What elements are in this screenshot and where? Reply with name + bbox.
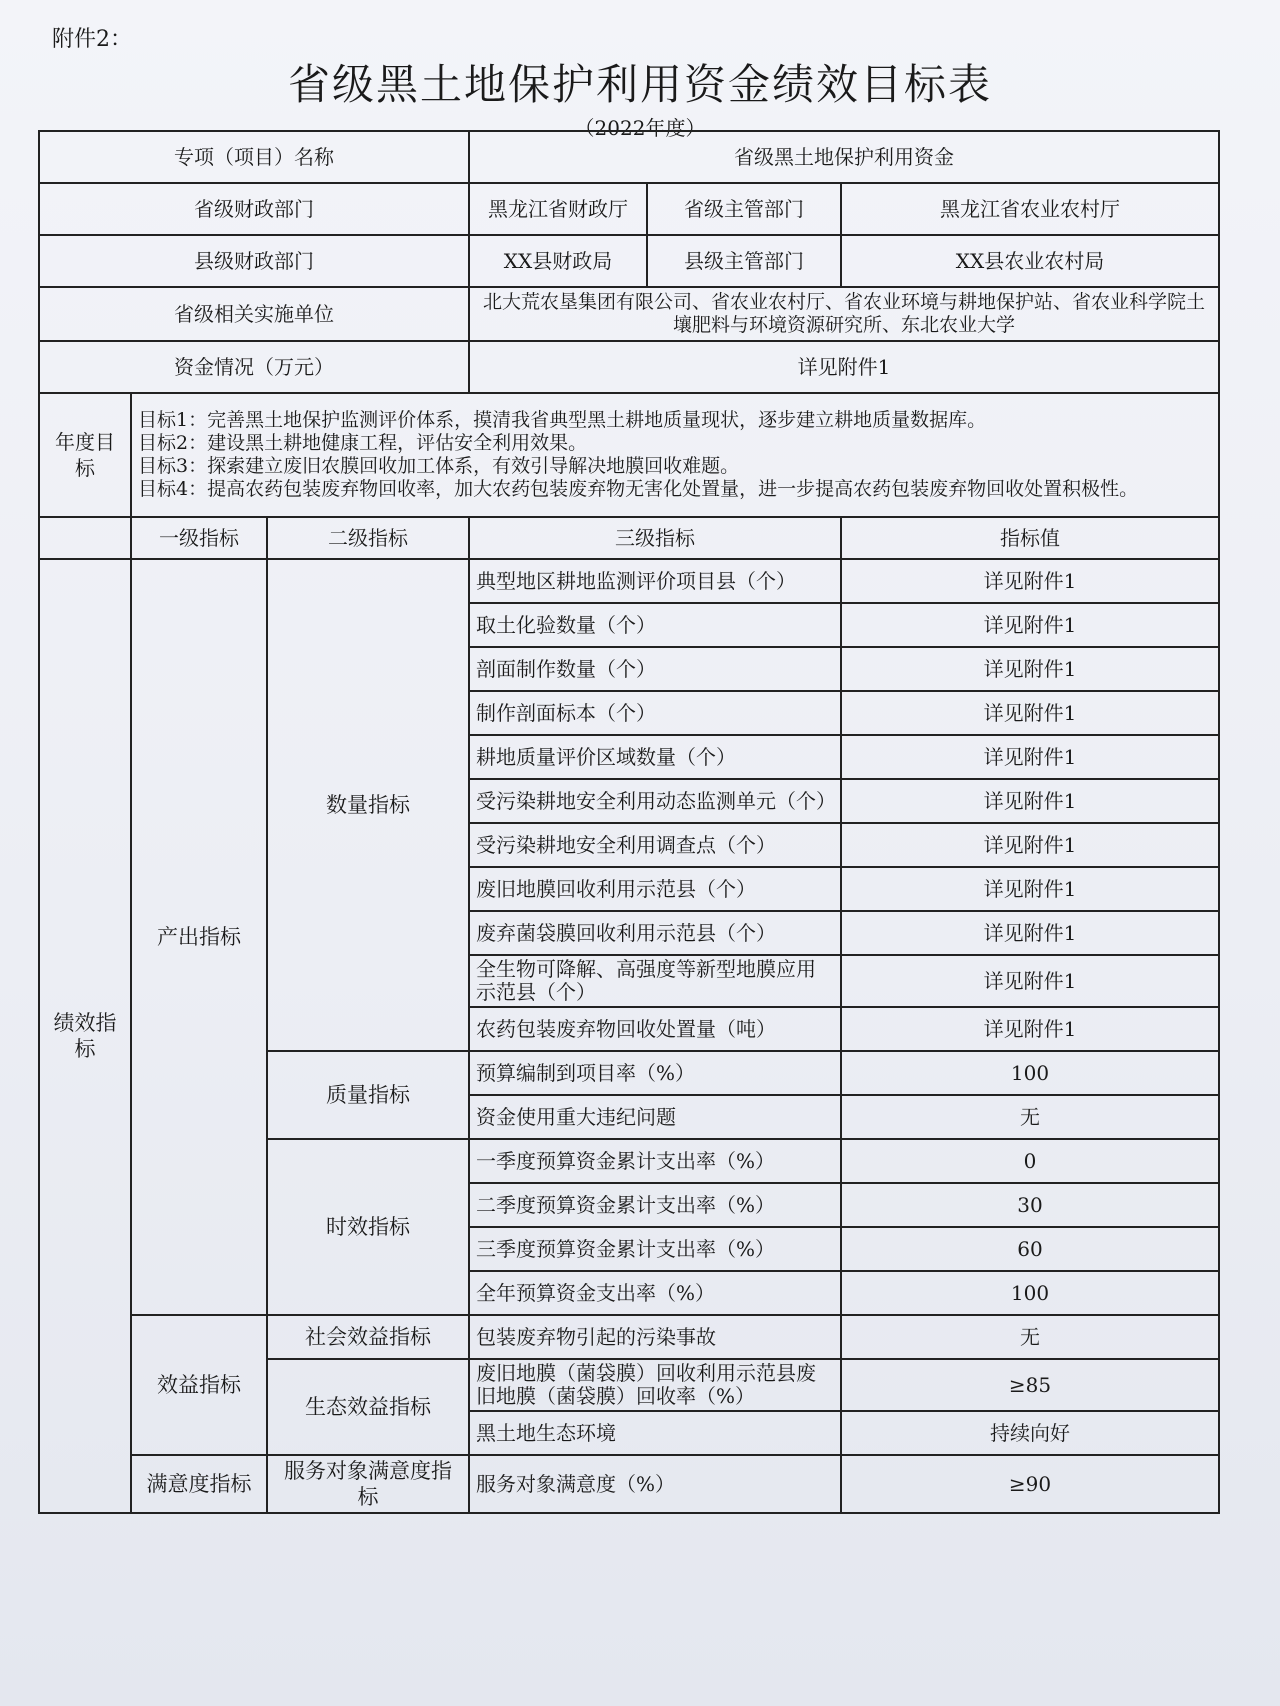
indicator-value: 无 — [841, 1315, 1219, 1359]
level3-indicator-name: 取土化验数量（个） — [469, 603, 841, 647]
level3-indicator-name: 三季度预算资金累计支出率（%） — [469, 1227, 841, 1271]
level3-indicator-name: 一季度预算资金累计支出率（%） — [469, 1139, 841, 1183]
level3-indicator-name: 受污染耕地安全利用动态监测单元（个） — [469, 779, 841, 823]
row-annual-goals — [39, 393, 1219, 517]
prov-dept-value: 黑龙江省农业农村厅 — [841, 183, 1219, 235]
indicator-value: 详见附件1 — [841, 559, 1219, 603]
level3-indicator-name: 包装废弃物引起的污染事故 — [469, 1315, 841, 1359]
social-benefit-label: 社会效益指标 — [267, 1315, 469, 1359]
satisfaction-indicator-label: 满意度指标 — [131, 1455, 267, 1513]
header-level3: 三级指标 — [469, 517, 841, 559]
level3-indicator-name: 预算编制到项目率（%） — [469, 1051, 841, 1095]
indicator-row — [39, 559, 1219, 603]
row-funding — [39, 341, 1219, 393]
indicator-value: 详见附件1 — [841, 691, 1219, 735]
indicator-value: 详见附件1 — [841, 779, 1219, 823]
benefit-indicator-label: 效益指标 — [131, 1315, 267, 1455]
level3-indicator-name: 废旧地膜（菌袋膜）回收利用示范县废旧地膜（菌袋膜）回收率（%） — [469, 1359, 841, 1411]
eco-benefit-label: 生态效益指标 — [267, 1359, 469, 1455]
level3-indicator-name: 剖面制作数量（个） — [469, 647, 841, 691]
service-satisfaction-label: 服务对象满意度指标 — [267, 1455, 469, 1513]
indicator-value: 100 — [841, 1271, 1219, 1315]
level3-indicator-name: 资金使用重大违纪问题 — [469, 1095, 841, 1139]
indicator-value: 无 — [841, 1095, 1219, 1139]
project-name-value: 省级黑土地保护利用资金 — [469, 131, 1219, 183]
indicator-value: 详见附件1 — [841, 647, 1219, 691]
row-implementing-units — [39, 287, 1219, 341]
header-value: 指标值 — [841, 517, 1219, 559]
level3-indicator-name: 全生物可降解、高强度等新型地膜应用示范县（个） — [469, 955, 841, 1007]
indicator-value: 持续向好 — [841, 1411, 1219, 1455]
goal-1: 目标1：完善黑土地保护监测评价体系，摸清我省典型黑土耕地质量现状，逐步建立耕地质量数据库。 — [138, 409, 987, 431]
level3-indicator-name: 废弃菌袋膜回收利用示范县（个） — [469, 911, 841, 955]
row-county — [39, 235, 1219, 287]
county-dept-label: 县级主管部门 — [647, 235, 841, 287]
level3-indicator-name: 服务对象满意度（%） — [469, 1455, 841, 1513]
prov-dept-label: 省级主管部门 — [647, 183, 841, 235]
indicator-value: 60 — [841, 1227, 1219, 1271]
document-year: （2022年度） — [574, 116, 706, 140]
header-blank — [39, 517, 131, 559]
project-name-label: 专项（项目）名称 — [39, 131, 469, 183]
goal-4: 目标4：提高农药包装废弃物回收率，加大农药包装废弃物无害化处置量，进一步提高农药包装废弃物回收处置积极性。 — [138, 478, 1139, 500]
funding-value: 详见附件1 — [469, 341, 1219, 393]
county-dept-value: XX县农业农村局 — [841, 235, 1219, 287]
indicator-value: 详见附件1 — [841, 911, 1219, 955]
level3-indicator-name: 农药包装废弃物回收处置量（吨） — [469, 1007, 841, 1051]
level3-indicator-name: 黑土地生态环境 — [469, 1411, 841, 1455]
goal-2: 目标2：建设黑土耕地健康工程，评估安全利用效果。 — [138, 432, 588, 454]
quality-indicator-label: 质量指标 — [267, 1051, 469, 1139]
timeliness-indicator-label: 时效指标 — [267, 1139, 469, 1315]
level3-indicator-name: 耕地质量评价区域数量（个） — [469, 735, 841, 779]
level3-indicator-name: 二季度预算资金累计支出率（%） — [469, 1183, 841, 1227]
indicator-value: 详见附件1 — [841, 955, 1219, 1007]
attachment-label: 附件2： — [52, 27, 132, 52]
annual-goals-label: 年度目标 — [39, 393, 131, 517]
annual-goals-text — [131, 393, 1219, 517]
row-indicator-header — [39, 517, 1219, 559]
level3-indicator-name: 制作剖面标本（个） — [469, 691, 841, 735]
level3-indicator-name: 典型地区耕地监测评价项目县（个） — [469, 559, 841, 603]
indicator-value: 详见附件1 — [841, 823, 1219, 867]
indicator-value: 详见附件1 — [841, 603, 1219, 647]
quantity-indicator-label: 数量指标 — [267, 559, 469, 1051]
county-finance-value: XX县财政局 — [469, 235, 647, 287]
indicator-value: 0 — [841, 1139, 1219, 1183]
indicator-value: 详见附件1 — [841, 867, 1219, 911]
prov-finance-value: 黑龙江省财政厅 — [469, 183, 647, 235]
prov-finance-label: 省级财政部门 — [39, 183, 469, 235]
document-title: 省级黑土地保护利用资金绩效目标表 — [287, 60, 992, 109]
level3-indicator-name: 全年预算资金支出率（%） — [469, 1271, 841, 1315]
county-finance-label: 县级财政部门 — [39, 235, 469, 287]
performance-indicator-label: 绩效指标 — [39, 559, 131, 1513]
indicator-row — [39, 1455, 1219, 1513]
performance-target-table — [38, 130, 1220, 1514]
indicator-value: 30 — [841, 1183, 1219, 1227]
row-project-name — [39, 131, 1219, 183]
impl-units-value: 北大荒农垦集团有限公司、省农业农村厅、省农业环境与耕地保护站、省农业科学院土壤肥料与环境资源研究所、东北农业大学 — [469, 287, 1219, 341]
output-indicator-label: 产出指标 — [131, 559, 267, 1315]
funding-label: 资金情况（万元） — [39, 341, 469, 393]
impl-units-label: 省级相关实施单位 — [39, 287, 469, 341]
goal-3: 目标3：探索建立废旧农膜回收加工体系，有效引导解决地膜回收难题。 — [138, 455, 740, 477]
indicator-value: 100 — [841, 1051, 1219, 1095]
level3-indicator-name: 废旧地膜回收利用示范县（个） — [469, 867, 841, 911]
header-level2: 二级指标 — [267, 517, 469, 559]
indicator-row — [39, 1315, 1219, 1359]
row-provincial — [39, 183, 1219, 235]
level3-indicator-name: 受污染耕地安全利用调查点（个） — [469, 823, 841, 867]
indicator-value: 详见附件1 — [841, 1007, 1219, 1051]
header-level1: 一级指标 — [131, 517, 267, 559]
indicator-value: ≥90 — [841, 1455, 1219, 1513]
indicator-value: ≥85 — [841, 1359, 1219, 1411]
indicator-value: 详见附件1 — [841, 735, 1219, 779]
